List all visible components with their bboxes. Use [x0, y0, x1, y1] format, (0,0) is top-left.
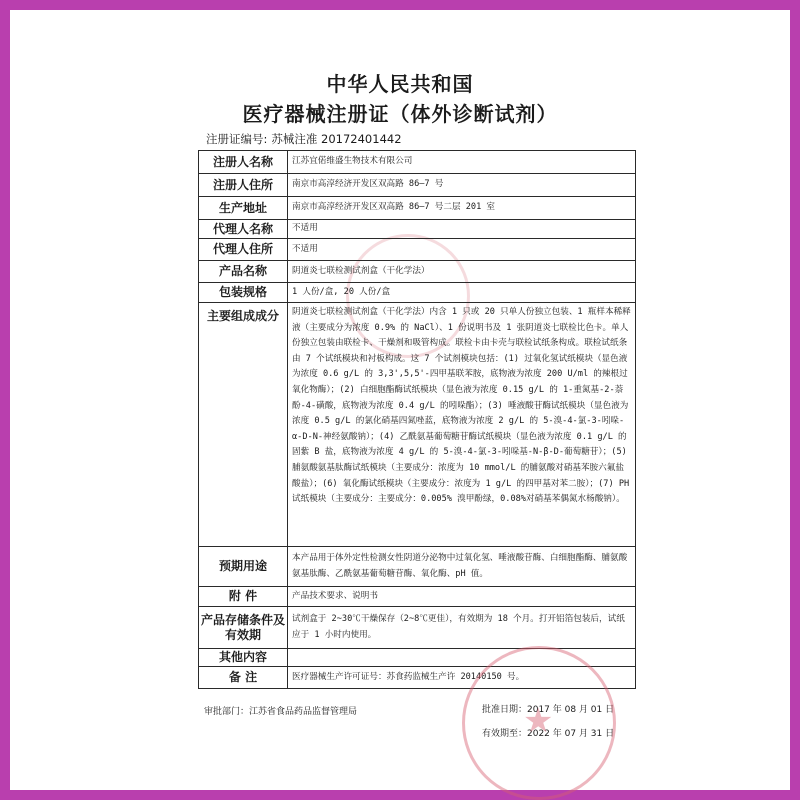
row-label: 备 注: [199, 667, 288, 689]
agent-name-value: 不适用: [288, 220, 636, 239]
row-label: 主要组成成分: [199, 303, 288, 547]
country-title: 中华人民共和国: [326, 72, 474, 96]
table-row: [199, 220, 636, 239]
official-seal-stamp: [462, 646, 616, 800]
valid-until-date: 有效期至：2022 年 07 月 31 日: [482, 729, 615, 739]
intended-use-value: 本产品用于体外定性检测女性阴道分泌物中过氧化氢、唾液酸苷酶、白细胞酯酶、脯氨酸氨基肽酶、乙酰氨基葡萄糖苷酶、氧化酶、pH 值。: [288, 547, 636, 587]
registrant-address-value: 南京市高淳经济开发区双高路 86—7 号: [288, 174, 636, 197]
certificate-table: [198, 150, 636, 689]
row-label: 代理人住所: [199, 239, 288, 261]
product-name-value: 阴道炎七联检测试剂盒（干化学法）: [288, 261, 636, 283]
table-row: [199, 283, 636, 303]
row-label: 代理人名称: [199, 220, 288, 239]
approval-authority: 审批部门：江苏省食品药品监督管理局: [204, 707, 358, 717]
registration-number-value: 苏械注准 20172401442: [271, 132, 402, 146]
row-label: 包装规格: [199, 283, 288, 303]
table-row: [199, 587, 636, 607]
remarks-value: 医疗器械生产许可证号：苏食药监械生产许 20140150 号。: [288, 667, 636, 689]
certificate-page: [20, 16, 780, 784]
attachment-value: 产品技术要求、说明书: [288, 587, 636, 607]
row-label: 附 件: [199, 587, 288, 607]
row-label: 生产地址: [199, 197, 288, 220]
registration-number-label: 注册证编号:: [206, 132, 268, 146]
table-row: [199, 174, 636, 197]
table-row: [199, 303, 636, 547]
agent-address-value: 不适用: [288, 239, 636, 261]
composition-value: 阴道炎七联检测试剂盒（干化学法）内含 1 只或 20 只单人份独立包装、1 瓶样本稀释液（主要成分为浓度 0.9% 的 NaCl）、1 份说明书及 1 张阴道炎七联检比色卡。单人份独立包装由联检卡、干燥剂和吸管构成。联检卡由卡壳与联检试纸条构成。联检试纸条由 7 个试纸模块和衬板构成。这 7 个试剂模块包括：(1) 过氧化氢试纸模块（显色液为浓度 0.6 g/L 的 3,3',5,5'-四甲基联苯胺，底物液为浓度 200 U/ml 的辣根过氧化物酶）；(2) 白细胞酯酶试纸模块（显色液为浓度 0.15 g/L 的 1-重氮基-2-萘酚-4-磺酸，底物液为浓度 0.4 g/L 的吲哚酯）；(3) 唾液酸苷酶试纸模块（显色液为浓度 0.5 g/L 的氯化硝基四氮唑蓝，底物液为浓度 2 g/L 的 5-溴-4-氯-3-吲哚-α-D-N-神经氨酸钠）；(4) 乙酰氨基葡萄糖苷酶试纸模块（显色液为浓度 0.1 g/L 的固紫 B 盐，底物液为浓度 4 g/L 的 5-溴-4-氯-3-吲哚基-N-β-D-葡萄糖苷）；(5) 脯氨酸氨基肽酶试纸模块（主要成分：浓度为 10 mmol/L 的脯氨酸对硝基苯胺六氟盐酸盐）；(6) 氧化酶试纸模块（主要成分：浓度为 1 g/L 的四甲基对苯二胺）；(7) PH 试纸模块（主要成分：主要成分：0.005% 溴甲酚绿，0.08%对硝基苯偶氮水杨酸钠）。: [288, 303, 636, 547]
package-spec-value: 1 人份/盒, 20 人份/盒: [288, 283, 636, 303]
row-label: 产品存储条件及有效期: [199, 607, 288, 649]
certificate-title: 医疗器械注册证（体外诊断试剂）: [242, 102, 558, 126]
table-row: [199, 607, 636, 649]
row-label: 产品名称: [199, 261, 288, 283]
row-label: 注册人住所: [199, 174, 288, 197]
table-row: [199, 261, 636, 283]
table-row: [199, 239, 636, 261]
storage-value: 试剂盒于 2~30℃干燥保存（2~8℃更佳），有效期为 18 个月。打开铝箔包装后，试纸应于 1 小时内使用。: [288, 607, 636, 649]
row-label: 注册人名称: [199, 151, 288, 174]
seal-star-icon: ★: [523, 701, 554, 741]
registrant-name-value: 江苏宜偌维盛生物技术有限公司: [288, 151, 636, 174]
table-row: [199, 151, 636, 174]
registration-number-line: [206, 131, 402, 147]
table-row: [199, 547, 636, 587]
row-label: 预期用途: [199, 547, 288, 587]
row-label: 其他内容: [199, 649, 288, 667]
table-row: [199, 197, 636, 220]
approval-date: 批准日期：2017 年 08 月 01 日: [482, 705, 615, 715]
production-address-value: 南京市高淳经济开发区双高路 86—7 号二层 201 室: [288, 197, 636, 220]
